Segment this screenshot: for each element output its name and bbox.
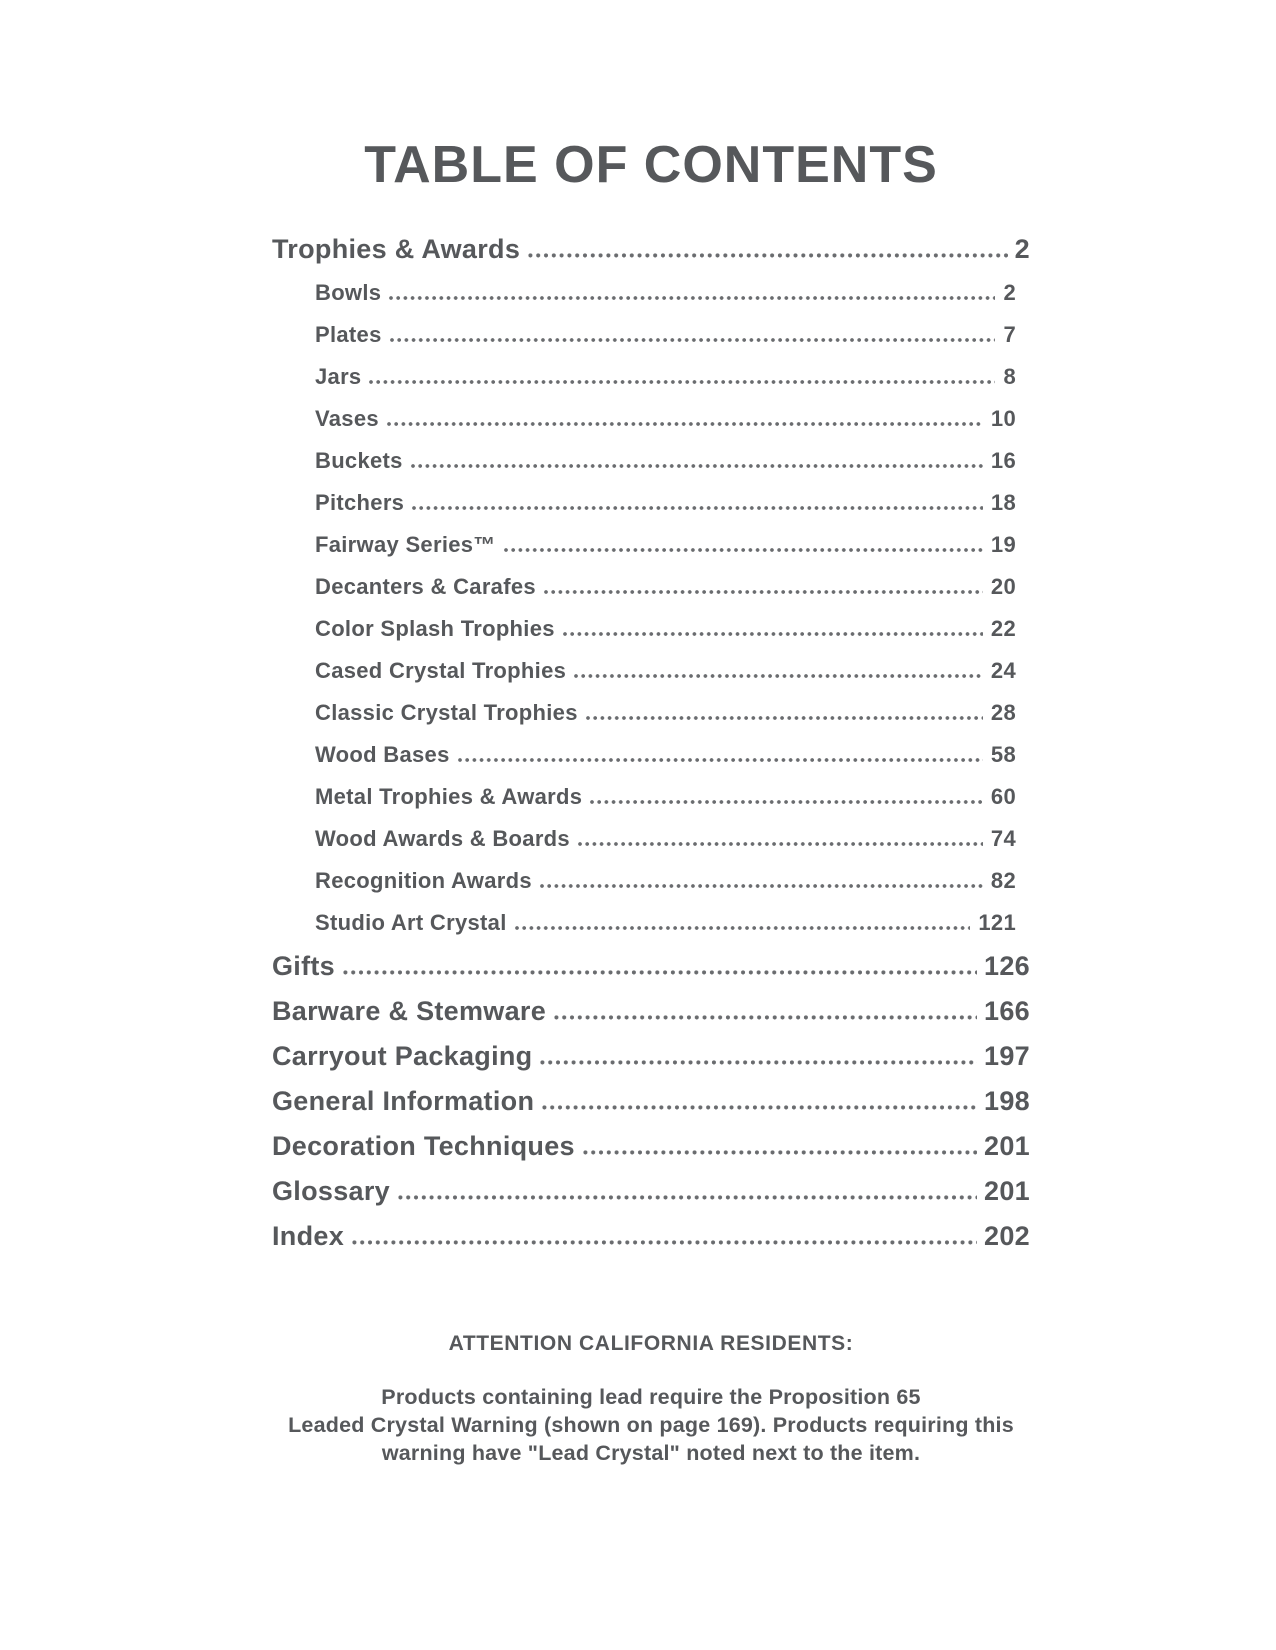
- notice-heading: ATTENTION CALIFORNIA RESIDENTS:: [448, 1332, 854, 1355]
- toc-entry-page: 197: [984, 1041, 1030, 1071]
- toc-entry-page: 2: [1014, 234, 1030, 264]
- dot-leader: [504, 548, 983, 552]
- toc-entry-page: 126: [984, 951, 1030, 981]
- dot-leader: [458, 758, 983, 762]
- toc-entry-page: 2: [1003, 280, 1016, 305]
- toc-section-row: [272, 227, 1030, 272]
- toc-entry-label: Fairway Series™: [315, 532, 496, 557]
- toc-entry-page: 202: [984, 1221, 1030, 1251]
- toc-entry-label: Carryout Packaging: [272, 1041, 533, 1071]
- toc-entry-label: General Information: [272, 1086, 535, 1116]
- toc-entry-page: 18: [990, 490, 1016, 515]
- dot-leader: [590, 800, 983, 804]
- dot-leader: [574, 674, 983, 678]
- toc-subsection-row: [315, 860, 1016, 902]
- toc-entry-label: Glossary: [272, 1176, 390, 1206]
- toc-entry-page: 20: [990, 574, 1016, 599]
- toc-section-row: [272, 1214, 1030, 1259]
- toc-entry-label: Studio Art Crystal: [315, 910, 507, 935]
- toc-subsection-row: [315, 734, 1016, 776]
- toc-subsection-row: [315, 314, 1016, 356]
- dot-leader: [352, 1240, 977, 1245]
- toc-entry-label: Wood Awards & Boards: [315, 826, 570, 851]
- toc-subsection-row: [315, 272, 1016, 314]
- toc-subsection-row: [315, 902, 1016, 944]
- toc-entry-label: Decoration Techniques: [272, 1131, 575, 1161]
- toc-entry-page: 7: [1003, 322, 1016, 347]
- dot-leader: [544, 590, 983, 594]
- toc-subsection-row: [315, 440, 1016, 482]
- page-title: TABLE OF CONTENTS: [364, 136, 938, 194]
- toc-subsection-row: [315, 524, 1016, 566]
- toc-entry-page: 121: [978, 910, 1016, 935]
- toc-section-row: [272, 944, 1030, 989]
- dot-leader: [515, 926, 971, 930]
- toc-entry-label: Gifts: [272, 951, 336, 981]
- dot-leader: [554, 1015, 977, 1020]
- toc-subsection-row: [315, 818, 1016, 860]
- notice-line: warning have "Lead Crystal" noted next to the item.: [381, 1441, 921, 1465]
- toc-entry-page: 28: [990, 700, 1016, 725]
- toc-subsection-row: [315, 776, 1016, 818]
- toc-section-row: [272, 1079, 1030, 1124]
- toc-subsection-row: [315, 482, 1016, 524]
- toc-entry-label: Jars: [315, 364, 362, 389]
- dot-leader: [578, 842, 983, 846]
- dot-leader: [586, 716, 983, 720]
- toc-entry-label: Pitchers: [315, 490, 405, 515]
- california-notice: [272, 1330, 1030, 1467]
- dot-leader: [390, 338, 996, 342]
- toc-subsection-row: [315, 650, 1016, 692]
- toc-entry-label: Buckets: [315, 448, 403, 473]
- toc-entry-label: Recognition Awards: [315, 868, 532, 893]
- dot-leader: [389, 296, 995, 300]
- toc-list: [272, 227, 1030, 1259]
- toc-entry-page: 10: [990, 406, 1016, 431]
- toc-entry-page: 19: [990, 532, 1016, 557]
- toc-entry-label: Barware & Stemware: [272, 996, 547, 1026]
- dot-leader: [411, 464, 983, 468]
- toc-entry-label: Vases: [315, 406, 379, 431]
- toc-section-row: [272, 989, 1030, 1034]
- toc-entry-label: Decanters & Carafes: [315, 574, 536, 599]
- dot-leader: [542, 1105, 977, 1110]
- toc-entry-page: 58: [990, 742, 1016, 767]
- dot-leader: [387, 422, 983, 426]
- toc-entry-label: Trophies & Awards: [272, 234, 521, 264]
- dot-leader: [369, 380, 995, 384]
- toc-entry-page: 60: [990, 784, 1016, 809]
- toc-entry-page: 201: [984, 1176, 1030, 1206]
- toc-entry-label: Color Splash Trophies: [315, 616, 555, 641]
- toc-entry-label: Plates: [315, 322, 382, 347]
- toc-entry-label: Classic Crystal Trophies: [315, 700, 578, 725]
- toc-section-row: [272, 1034, 1030, 1079]
- dot-leader: [563, 632, 983, 636]
- notice-body: [272, 1383, 1030, 1467]
- toc-entry-page: 82: [990, 868, 1016, 893]
- toc-subsection-row: [315, 398, 1016, 440]
- toc-entry-page: 22: [990, 616, 1016, 641]
- toc-entry-label: Index: [272, 1221, 345, 1251]
- notice-line: Products containing lead require the Proposition 65: [381, 1385, 921, 1409]
- dot-leader: [412, 506, 983, 510]
- toc-section-row: [272, 1169, 1030, 1214]
- toc-entry-page: 24: [990, 658, 1016, 683]
- notice-line: Leaded Crystal Warning (shown on page 169). Products requiring this: [288, 1413, 1014, 1437]
- dot-leader: [343, 970, 977, 975]
- toc-section-row: [272, 1124, 1030, 1169]
- dot-leader: [528, 253, 1008, 258]
- toc-entry-page: 8: [1003, 364, 1016, 389]
- toc-entry-page: 74: [990, 826, 1016, 851]
- dot-leader: [583, 1150, 977, 1155]
- dot-leader: [540, 1060, 977, 1065]
- toc-entry-label: Cased Crystal Trophies: [315, 658, 567, 683]
- toc-entry-page: 16: [990, 448, 1016, 473]
- toc-subsection-row: [315, 608, 1016, 650]
- dot-leader: [540, 884, 983, 888]
- toc-entry-page: 198: [984, 1086, 1030, 1116]
- toc-entry-label: Wood Bases: [315, 742, 450, 767]
- toc-entry-page: 166: [984, 996, 1030, 1026]
- toc-subsection-row: [315, 356, 1016, 398]
- toc-entry-label: Bowls: [315, 280, 382, 305]
- toc-subsection-row: [315, 692, 1016, 734]
- toc-subsection-row: [315, 566, 1016, 608]
- toc-entry-label: Metal Trophies & Awards: [315, 784, 583, 809]
- toc-entry-page: 201: [984, 1131, 1030, 1161]
- dot-leader: [398, 1195, 977, 1200]
